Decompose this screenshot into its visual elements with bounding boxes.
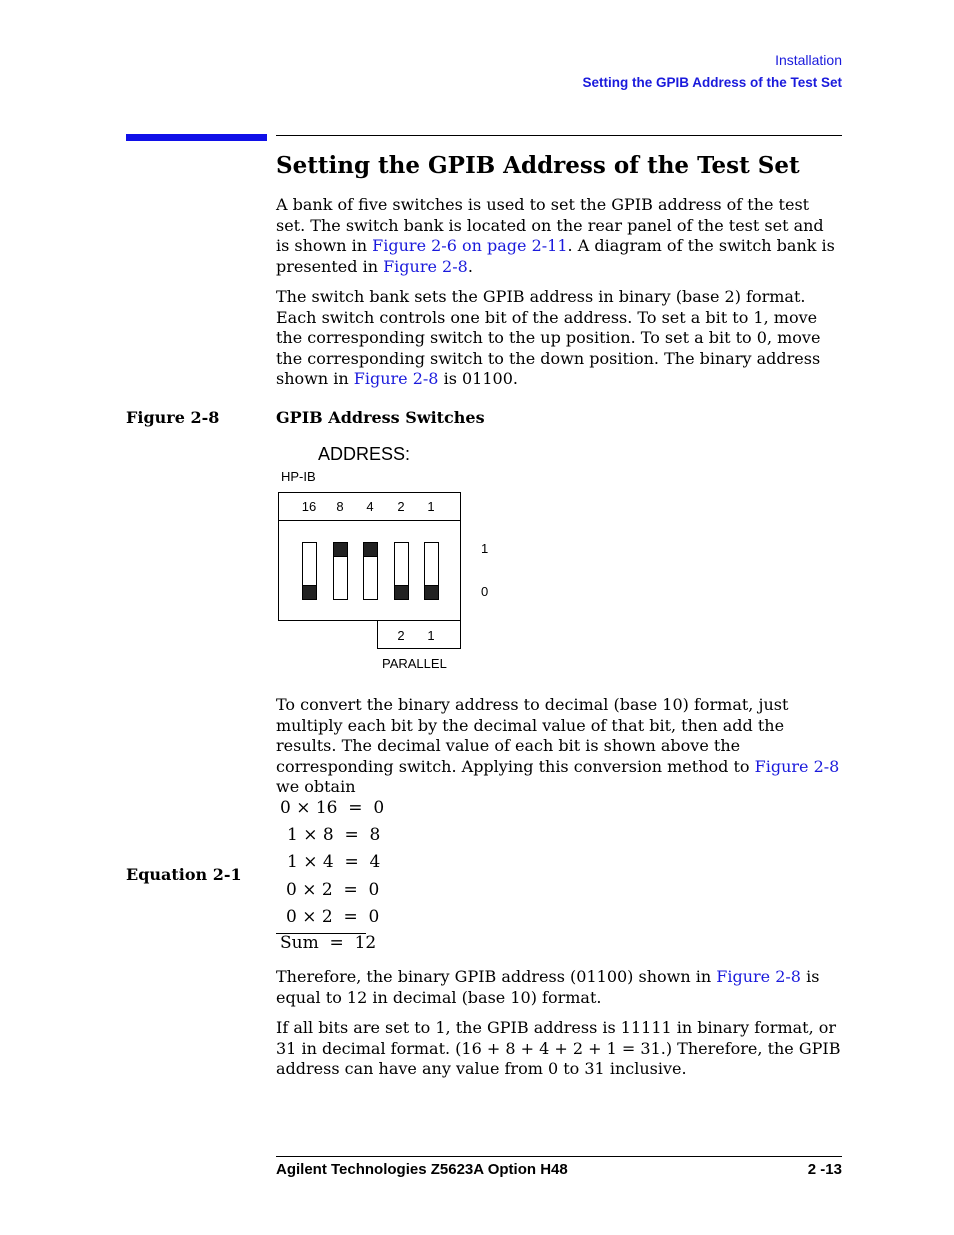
equation-row: 0 × 16 = 0 [280,798,385,818]
equation-row: 1 × 4 = 4 [287,852,381,872]
position-down-label: 0 [481,584,489,599]
gpib-switch-diagram [270,440,510,680]
equation-row: 1 × 8 = 8 [287,825,381,845]
footer-product: Agilent Technologies Z5623A Option H48 [276,1161,568,1178]
parallel-frame [378,621,461,649]
footer-rule [276,1156,842,1157]
paragraph-conversion [276,695,842,798]
bit-label: 8 [336,499,344,514]
switch-actuator [395,586,409,600]
paragraph-text: . A diagram of the switch bank is presented in [276,236,835,276]
paragraph-text: Therefore, the binary GPIB address (01100) shown in [276,967,717,986]
address-label: ADDRESS: [318,444,411,464]
paragraph-text: The switch bank sets the GPIB address in binary (base 2) format. Each switch controls one bit of the address. To set a bit to 1, move the corresponding switch to the up position. To set a bit to 0, move the corresponding switch to the down position. The binary address shown in [276,287,821,388]
link-figure-2-6[interactable]: Figure 2-6 on page 2-11 [372,236,568,255]
link-figure-2-8[interactable]: Figure 2-8 [353,369,439,388]
paragraph-text: A bank of five switches is used to set the GPIB address of the test set. The switch bank is located on the rear panel of the test set and is shown in [276,195,824,255]
bit-label: 1 [427,499,435,514]
paragraph-result [276,967,842,1008]
parallel-bit-label: 2 [397,628,405,643]
equation-row: 0 × 2 = 0 [286,907,380,927]
paragraph-text: To convert the binary address to decimal (base 10) format, just multiply each bit by the decimal value of that bit, then add the results. The decimal value of each bit is shown above the corresponding switch. Applying this conversion method to [276,695,789,776]
running-header-title: Setting the GPIB Address of the Test Set [582,75,842,90]
paragraph-text: . [467,256,473,276]
paragraph-text: is equal to 12 in decimal (base 10) format. [276,967,820,1007]
section-accent-bar [126,134,267,141]
footer-page-number: 2 -13 [807,1161,842,1178]
switch-actuator [303,586,317,600]
paragraph-binary-format [276,287,842,390]
paragraph-text: we obtain [276,777,356,796]
link-figure-2-8[interactable]: Figure 2-8 [754,756,840,776]
equation-row: 0 × 2 = 0 [286,880,380,900]
figure-label: Figure 2-8 [126,408,220,427]
link-figure-2-8[interactable]: Figure 2-8 [716,967,801,986]
running-header-section: Installation [775,52,842,68]
paragraph-range: If all bits are set to 1, the GPIB address is 11111 in binary format, or 31 in decimal format. (16 + 8 + 4 + 2 + 1 = 31.) Therefore, the GPIB address can have any value from 0 to 31 inclusive. [276,1018,841,1078]
link-figure-2-8[interactable]: Figure 2-8 [383,256,468,276]
bit-labels [302,499,435,514]
switch-actuator [334,543,348,557]
switch-actuator [425,586,439,600]
page-title: Setting the GPIB Address of the Test Set [276,152,800,179]
figure-title: GPIB Address Switches [276,408,485,427]
bit-label: 4 [366,499,374,514]
paragraph-text: is 01100. [438,369,518,388]
hpib-label: HP-IB [281,469,316,484]
equation-sum: Sum = 12 [280,933,377,953]
switch-group [303,543,439,600]
parallel-bit-label: 1 [427,628,435,643]
equation-label: Equation 2-1 [126,865,242,884]
bit-label: 2 [397,499,405,514]
position-up-label: 1 [481,541,489,556]
parallel-label: PARALLEL [382,656,447,671]
section-rule [276,135,842,136]
parallel-bit-labels [397,628,434,643]
paragraph-intro [276,195,842,277]
bit-label: 16 [301,499,317,514]
switch-actuator [364,543,378,557]
